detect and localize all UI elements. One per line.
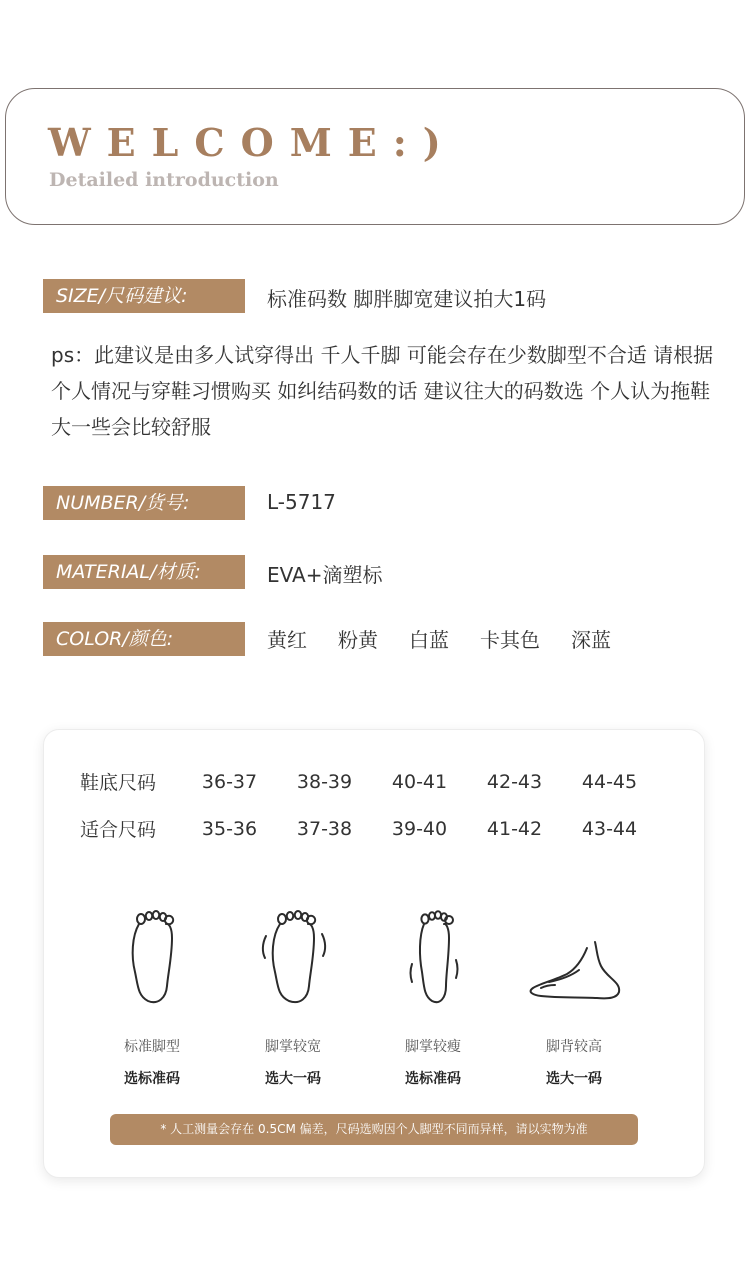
wide-foot-icon [219, 906, 369, 1006]
size-note: ps：此建议是由多人试穿得出 千人千脚 可能会存在少数脚型不合适 请根据个人情况与穿鞋习惯购买 如纠结码数的话 建议往大的码数选 个人认为拖鞋大一些会比较舒服 [51, 343, 714, 439]
color-option: 白蓝 [409, 628, 449, 652]
foot-caption: 脚掌较瘦 [405, 1039, 461, 1055]
color-option: 黄红 [267, 628, 307, 652]
size-cell: 41-42 [486, 817, 543, 840]
size-cell: 42-43 [486, 770, 543, 793]
foot-caption: 标准脚型 [124, 1039, 180, 1055]
size-value: 标准码数 脚胖脚宽建议拍大1码 [267, 287, 547, 311]
size-cell: 44-45 [581, 770, 638, 793]
thin-foot-icon [359, 906, 509, 1006]
foot-advice: 选标准码 [124, 1071, 180, 1087]
number-value: L-5717 [267, 490, 336, 514]
standard-foot-icon [77, 906, 227, 1006]
size-cell: 35-36 [201, 817, 258, 840]
fit-size-row [80, 815, 657, 842]
color-option: 粉黄 [338, 628, 378, 652]
high-instep-foot-icon [499, 906, 649, 1006]
color-label: COLOR/颜色: [43, 622, 245, 656]
welcome-title: WELCOME:) [48, 120, 457, 165]
sole-size-row [80, 768, 657, 795]
material-value: EVA+滴塑标 [267, 563, 383, 587]
color-option: 深蓝 [571, 628, 611, 652]
size-cell: 38-39 [296, 770, 353, 793]
size-cell: 39-40 [391, 817, 448, 840]
foot-advice: 选大一码 [546, 1071, 602, 1087]
size-cell: 43-44 [581, 817, 638, 840]
welcome-subtitle: Detailed introduction [49, 169, 279, 191]
size-cell: 36-37 [201, 770, 258, 793]
number-label: NUMBER/货号: [43, 486, 245, 520]
size-cell: 40-41 [391, 770, 448, 793]
size-cell: 37-38 [296, 817, 353, 840]
foot-advice: 选大一码 [265, 1071, 321, 1087]
measurement-notice: * 人工测量会存在 0.5CM 偏差，尺码选购因个人脚型不同而异样，请以实物为准 [110, 1114, 638, 1145]
foot-caption: 脚掌较宽 [265, 1039, 321, 1055]
row-label: 鞋底尺码 [80, 772, 157, 794]
foot-advice: 选标准码 [405, 1071, 461, 1087]
color-options [267, 624, 642, 653]
row-label: 适合尺码 [80, 819, 157, 841]
color-option: 卡其色 [480, 628, 540, 652]
material-label: MATERIAL/材质: [43, 555, 245, 589]
foot-caption: 脚背较高 [546, 1039, 602, 1055]
size-label: SIZE/尺码建议: [43, 279, 245, 313]
